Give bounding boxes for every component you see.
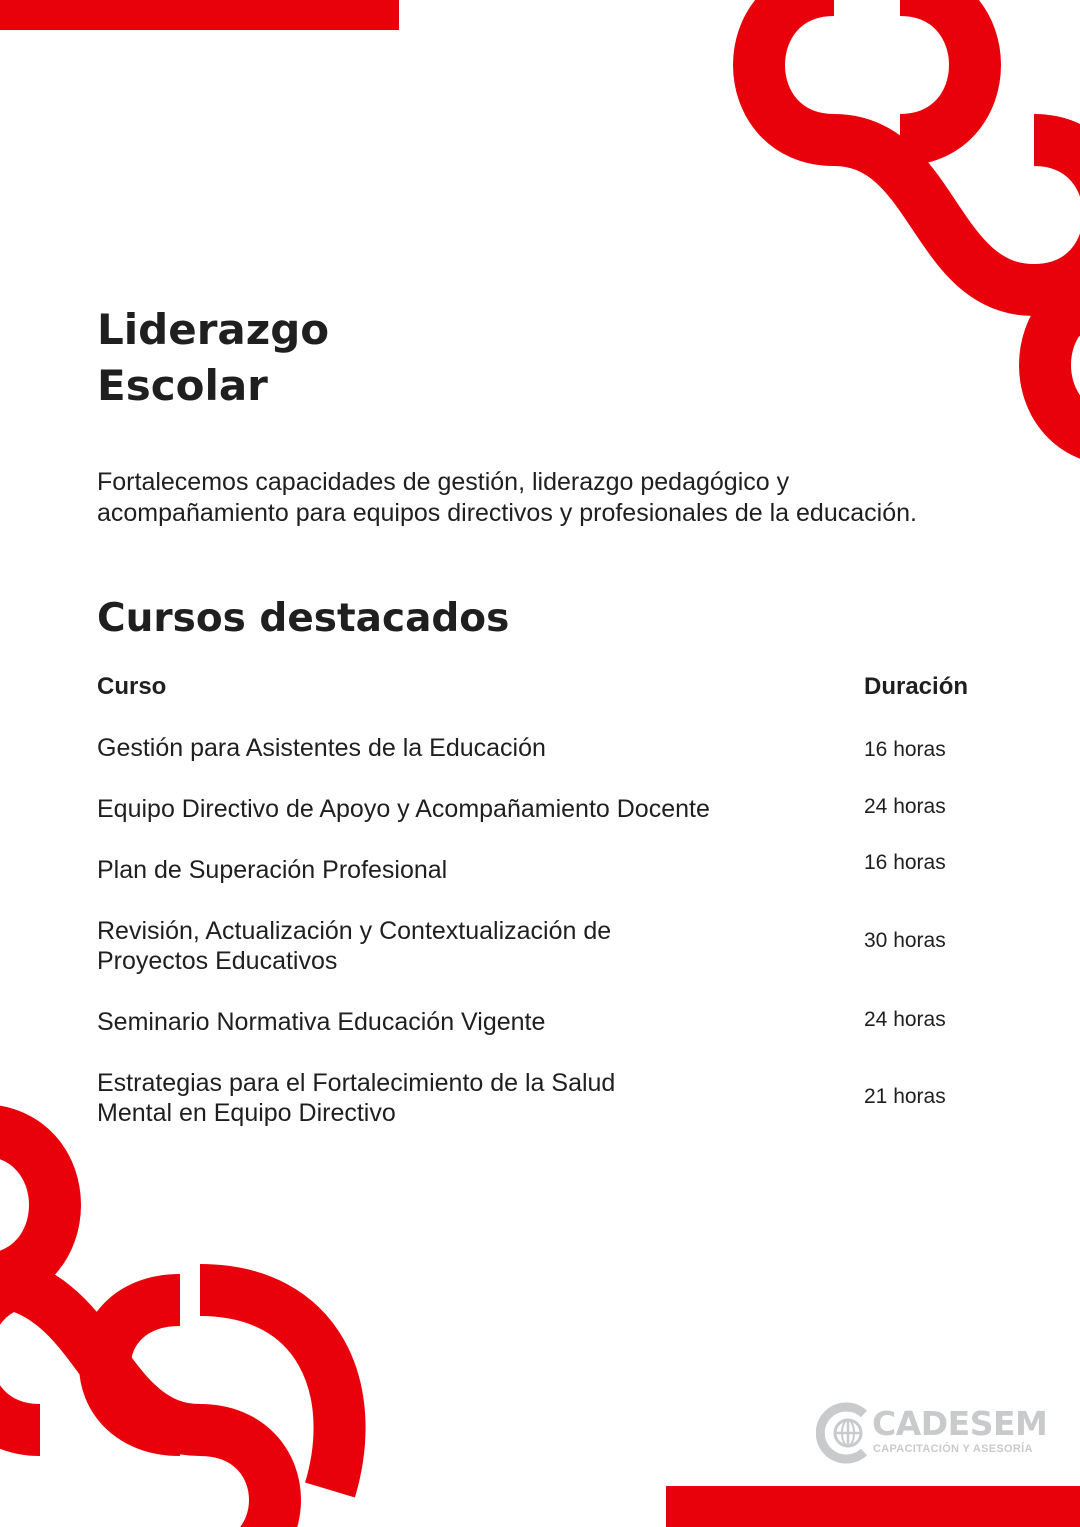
course-duration: 24 horas — [864, 795, 946, 818]
column-header-duration: Duración — [864, 673, 969, 700]
column-header-course: Curso — [97, 673, 167, 700]
intro-paragraph: Fortalecemos capacidades de gestión, liderazgo pedagógico y acompañamiento para equipos directivos y profesionales de la educación. — [97, 468, 917, 527]
course-duration: 16 horas — [864, 851, 946, 874]
course-duration: 21 horas — [864, 1085, 946, 1108]
course-duration: 24 horas — [864, 1008, 946, 1031]
bottom-left-wave-decoration — [0, 1090, 400, 1527]
course-name: Gestión para Asistentes de la Educación — [97, 734, 546, 762]
logo-tagline: CAPACITACIÓN Y ASESORÍA — [873, 1443, 1033, 1455]
page-title-line-2: Escolar — [97, 361, 268, 410]
bottom-accent-bar — [666, 1486, 1080, 1527]
cadesem-logo — [816, 1402, 1056, 1472]
page-title-line-1: Liderazgo — [97, 305, 330, 354]
course-duration: 30 horas — [864, 929, 946, 952]
course-name: Seminario Normativa Educación Vigente — [97, 1008, 546, 1036]
course-name: Estrategias para el Fortalecimiento de la Salud Mental en Equipo Directivo — [97, 1069, 616, 1127]
course-name: Equipo Directivo de Apoyo y Acompañamiento Docente — [97, 795, 710, 823]
course-name: Plan de Superación Profesional — [97, 856, 448, 884]
globe-c-logo-icon — [816, 1402, 876, 1464]
page-title — [97, 302, 329, 414]
logo-name: CADESEM — [872, 1404, 1048, 1443]
course-duration: 16 horas — [864, 738, 946, 761]
course-name: Revisión, Actualización y Contextualización de Proyectos Educativos — [97, 917, 612, 975]
section-title: Cursos destacados — [97, 596, 510, 641]
